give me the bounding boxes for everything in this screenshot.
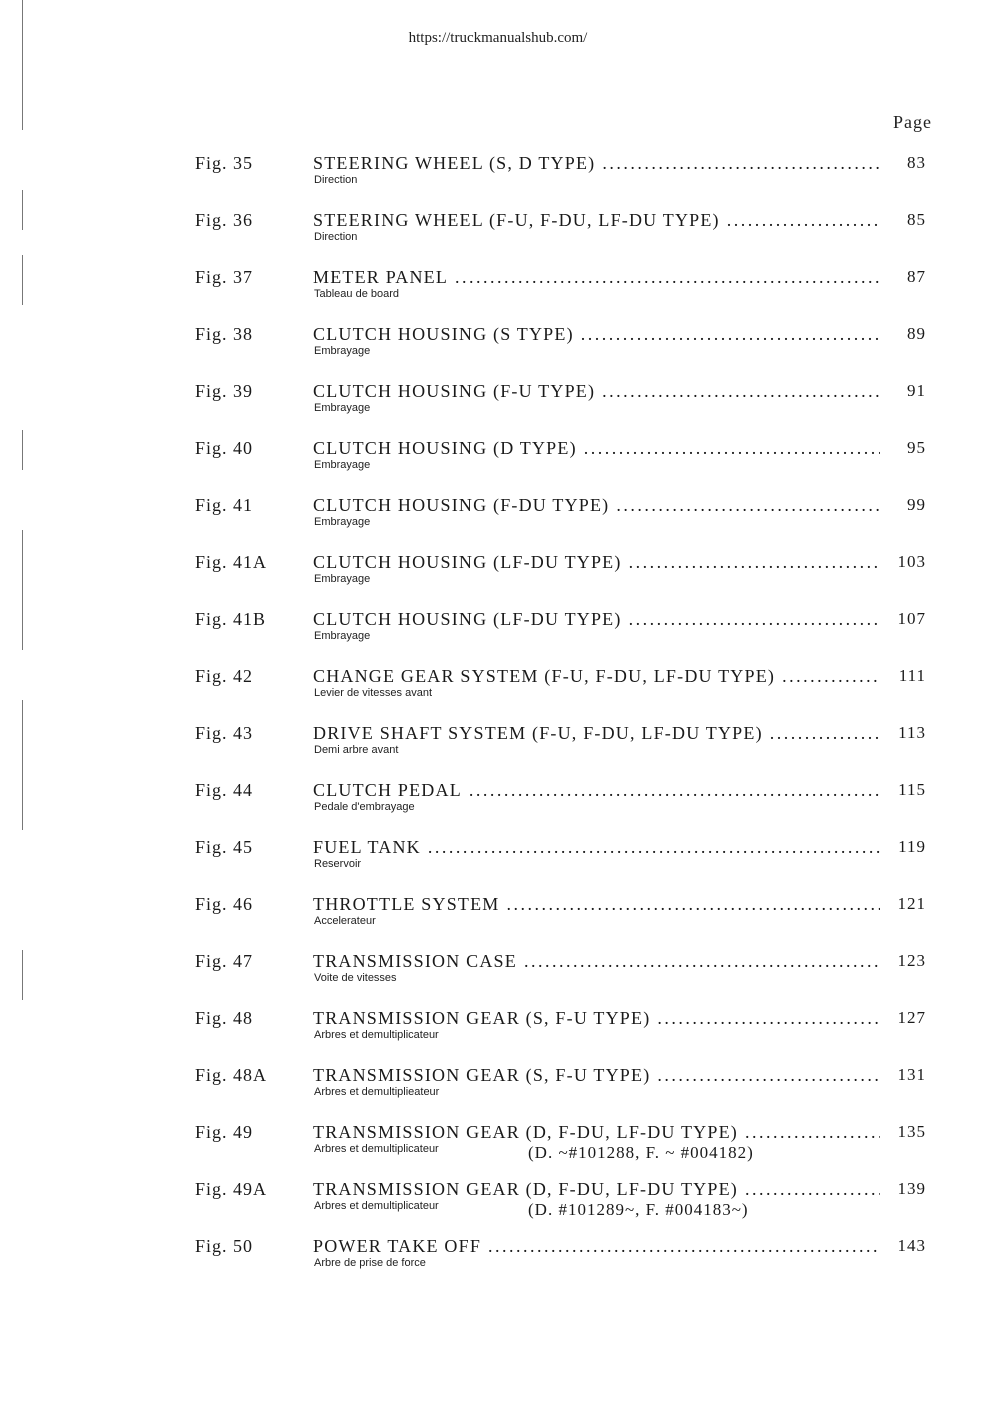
figure-number: Fig. 41B <box>195 609 267 629</box>
entry-subtitle: Arbres et demultiplieateur <box>314 1086 440 1098</box>
toc-entry <box>0 720 996 770</box>
page-number: 85 <box>907 210 926 229</box>
toc-entry <box>0 207 996 257</box>
entry-subtitle: Arbres et demultiplicateur <box>314 1200 439 1212</box>
figure-number: Fig. 38 <box>195 324 254 344</box>
entry-title: CLUTCH HOUSING (LF-DU TYPE) ..... <box>313 552 880 573</box>
page-number: 107 <box>897 609 926 628</box>
figure-number: Fig. 48 <box>195 1008 254 1028</box>
figure-number: Fig. 39 <box>195 381 254 401</box>
figure-number: Fig. 43 <box>195 723 254 743</box>
figure-number: Fig. 46 <box>195 894 254 914</box>
figure-number: Fig. 35 <box>195 153 254 173</box>
entry-subtitle: Tableau de board <box>314 288 400 300</box>
entry-title: FUEL TANK ..... <box>313 837 880 858</box>
entry-subtitle: Reservoir <box>314 858 362 870</box>
page-number: 83 <box>907 153 926 172</box>
figure-number: Fig. 37 <box>195 267 254 287</box>
serial-range-note: (D. ~#101288, F. ~ #004182) <box>528 1143 754 1162</box>
toc-entry <box>0 378 996 428</box>
entry-title: THROTTLE SYSTEM ..... <box>313 894 880 915</box>
page-number: 91 <box>907 381 926 400</box>
page-number: 89 <box>907 324 926 343</box>
figure-number: Fig. 42 <box>195 666 254 686</box>
scan-edge-mark <box>22 0 23 130</box>
toc-entry <box>0 606 996 656</box>
page-number: 99 <box>907 495 926 514</box>
figure-number: Fig. 49A <box>195 1179 268 1199</box>
entry-subtitle: Accelerateur <box>314 915 376 927</box>
figure-number: Fig. 49 <box>195 1122 254 1142</box>
entry-title: TRANSMISSION GEAR (S, F-U TYPE) ..... <box>313 1008 880 1029</box>
entry-subtitle: Demi arbre avant <box>314 744 399 756</box>
figure-number: Fig. 36 <box>195 210 254 230</box>
entry-title: CLUTCH HOUSING (S TYPE) ..... <box>313 324 880 345</box>
toc-entry <box>0 492 996 542</box>
toc-entry <box>0 1062 996 1112</box>
entry-subtitle: Embrayage <box>314 630 371 642</box>
entry-subtitle: Direction <box>314 174 358 186</box>
source-url[interactable]: https://truckmanualshub.com/ <box>408 30 588 46</box>
entry-subtitle: Embrayage <box>314 459 371 471</box>
entry-subtitle: Arbres et demultiplicateur <box>314 1143 439 1155</box>
entry-subtitle: Embrayage <box>314 402 371 414</box>
page-number: 113 <box>898 723 926 742</box>
entry-subtitle: Levier de vitesses avant <box>314 687 433 699</box>
toc-entry <box>0 948 996 998</box>
page-number: 103 <box>897 552 926 571</box>
page-number: 121 <box>897 894 926 913</box>
entry-subtitle: Arbre de prise de force <box>314 1257 426 1269</box>
toc-entry <box>0 834 996 884</box>
entry-title: TRANSMISSION GEAR (S, F-U TYPE) ..... <box>313 1065 880 1086</box>
entry-subtitle: Pedale d'embrayage <box>314 801 415 813</box>
entry-title: DRIVE SHAFT SYSTEM (F-U, F-DU, LF-DU TYPE) ..... <box>313 723 880 744</box>
entry-title: STEERING WHEEL (F-U, F-DU, LF-DU TYPE) ..... <box>313 210 880 231</box>
figure-number: Fig. 41 <box>195 495 254 515</box>
entry-subtitle: Embrayage <box>314 345 371 357</box>
page-number: 143 <box>897 1236 926 1255</box>
page-number: 87 <box>907 267 926 286</box>
page-number: 127 <box>897 1008 926 1027</box>
entry-title: CLUTCH PEDAL ..... <box>313 780 880 801</box>
toc-entry <box>0 777 996 827</box>
entry-title: METER PANEL ..... <box>313 267 880 288</box>
figure-number: Fig. 44 <box>195 780 254 800</box>
entry-subtitle: Voite de vitesses <box>314 972 397 984</box>
entry-title: STEERING WHEEL (S, D TYPE) ..... <box>313 153 880 174</box>
toc-entry <box>0 549 996 599</box>
page-number: 135 <box>897 1122 926 1141</box>
toc-entry <box>0 1176 996 1226</box>
entry-subtitle: Embrayage <box>314 516 371 528</box>
entry-title: POWER TAKE OFF ..... <box>313 1236 880 1257</box>
toc-entry <box>0 150 996 200</box>
entry-title: CLUTCH HOUSING (LF-DU TYPE) ..... <box>313 609 880 630</box>
toc-entry <box>0 264 996 314</box>
page-number: 119 <box>898 837 926 856</box>
figure-number: Fig. 45 <box>195 837 254 857</box>
toc-entry <box>0 1119 996 1169</box>
entry-title: TRANSMISSION GEAR (D, F-DU, LF-DU TYPE) ..... <box>313 1122 880 1143</box>
figure-number: Fig. 48A <box>195 1065 268 1085</box>
figure-number: Fig. 47 <box>195 951 254 971</box>
toc-entry <box>0 435 996 485</box>
page-number: 95 <box>907 438 926 457</box>
figure-number: Fig. 50 <box>195 1236 254 1256</box>
entry-title: CLUTCH HOUSING (D TYPE) ..... <box>313 438 880 459</box>
page-number: 131 <box>897 1065 926 1084</box>
page-number: 115 <box>898 780 926 799</box>
page-number: 111 <box>898 666 926 685</box>
figure-number: Fig. 40 <box>195 438 254 458</box>
serial-range-note: (D. #101289~, F. #004183~) <box>528 1200 749 1219</box>
toc-entry <box>0 1233 996 1283</box>
entry-title: CHANGE GEAR SYSTEM (F-U, F-DU, LF-DU TYPE) ..... <box>313 666 880 687</box>
toc-entry <box>0 663 996 713</box>
entry-title: TRANSMISSION CASE ..... <box>313 951 880 972</box>
figure-number: Fig. 41A <box>195 552 268 572</box>
toc-entry <box>0 1005 996 1055</box>
page-number: 139 <box>897 1179 926 1198</box>
entry-subtitle: Embrayage <box>314 573 371 585</box>
entry-subtitle: Direction <box>314 231 358 243</box>
entry-title: TRANSMISSION GEAR (D, F-DU, LF-DU TYPE) ..... <box>313 1179 880 1200</box>
entry-title: CLUTCH HOUSING (F-U TYPE) ..... <box>313 381 880 402</box>
page-column-heading: Page <box>893 112 932 132</box>
toc-entry <box>0 321 996 371</box>
entry-title: CLUTCH HOUSING (F-DU TYPE) ..... <box>313 495 880 516</box>
page-number: 123 <box>897 951 926 970</box>
toc-entry <box>0 891 996 941</box>
entry-subtitle: Arbres et demultiplicateur <box>314 1029 439 1041</box>
